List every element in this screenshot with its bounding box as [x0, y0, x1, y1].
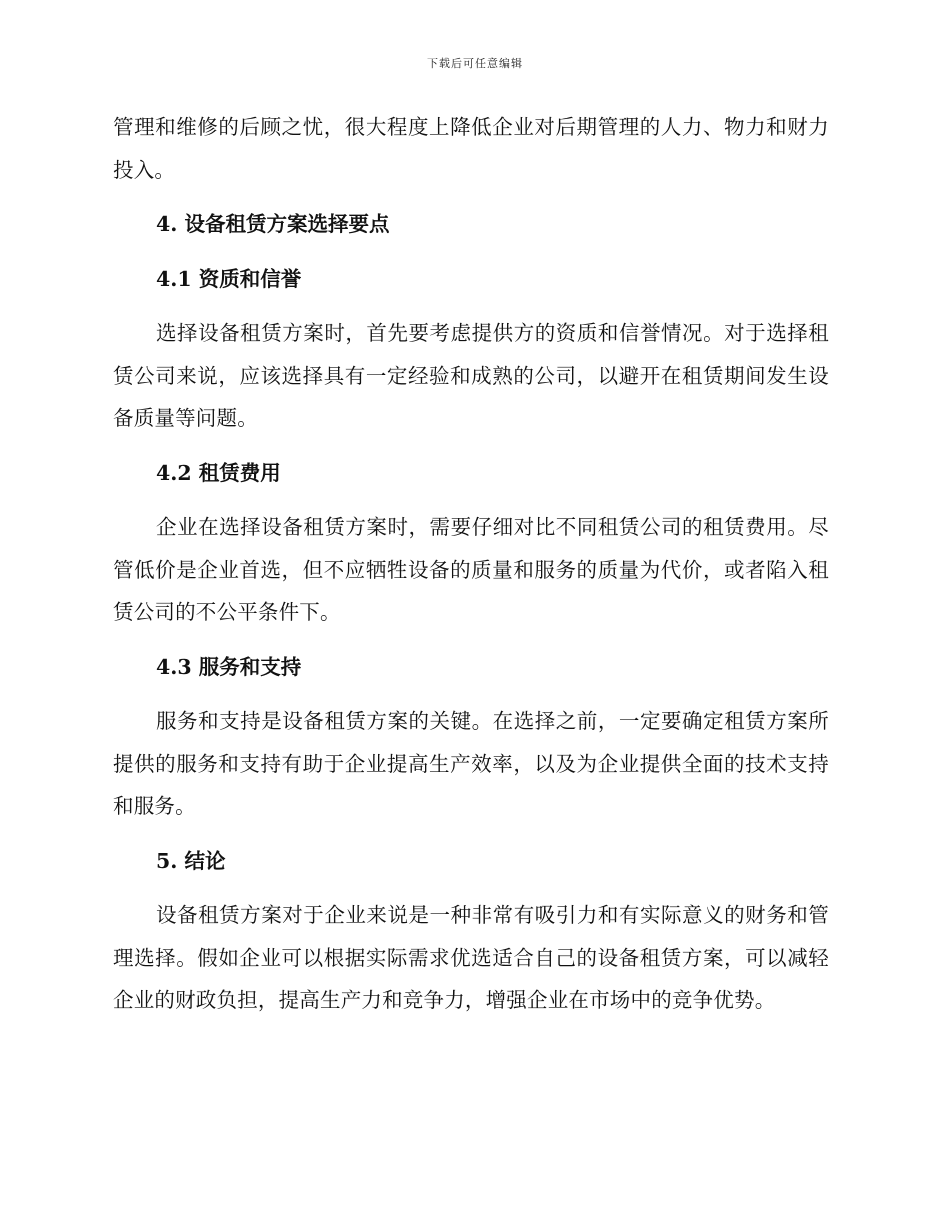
paragraph-4-1: 选择设备租赁方案时，首先要考虑提供方的资质和信誉情况。对于选择租赁公司来说，应该选择具有一定经验和成熟的公司，以避开在租赁期间发生设备质量等问题。 [113, 321, 829, 430]
section-heading-4-2: 4.2 租赁费用 [156, 460, 281, 485]
section-heading-4-1: 4.1 资质和信誉 [156, 266, 302, 291]
section-heading-5: 5. 结论 [156, 848, 226, 873]
paragraph-4-3: 服务和支持是设备租赁方案的关键。在选择之前，一定要确定租赁方案所提供的服务和支持有助于企业提高生产效率，以及为企业提供全面的技术支持和服务。 [113, 709, 829, 818]
document-body [113, 106, 829, 1022]
section-heading-4: 4. 设备租赁方案选择要点 [156, 212, 390, 236]
intro-paragraph: 管理和维修的后顾之忧，很大程度上降低企业对后期管理的人力、物力和财力投入。 [113, 115, 829, 182]
page-header-note: 下载后可任意编辑 [427, 57, 523, 70]
section-heading-4-3: 4.3 服务和支持 [156, 654, 302, 679]
paragraph-4-2: 企业在选择设备租赁方案时，需要仔细对比不同租赁公司的租赁费用。尽管低价是企业首选，但不应牺牲设备的质量和服务的质量为代价，或者陷入租赁公司的不公平条件下。 [113, 515, 829, 624]
paragraph-5: 设备租赁方案对于企业来说是一种非常有吸引力和有实际意义的财务和管理选择。假如企业可以根据实际需求优选适合自己的设备租赁方案，可以减轻企业的财政负担，提高生产力和竞争力，增强企业在市场中的竞争优势。 [113, 903, 829, 1012]
